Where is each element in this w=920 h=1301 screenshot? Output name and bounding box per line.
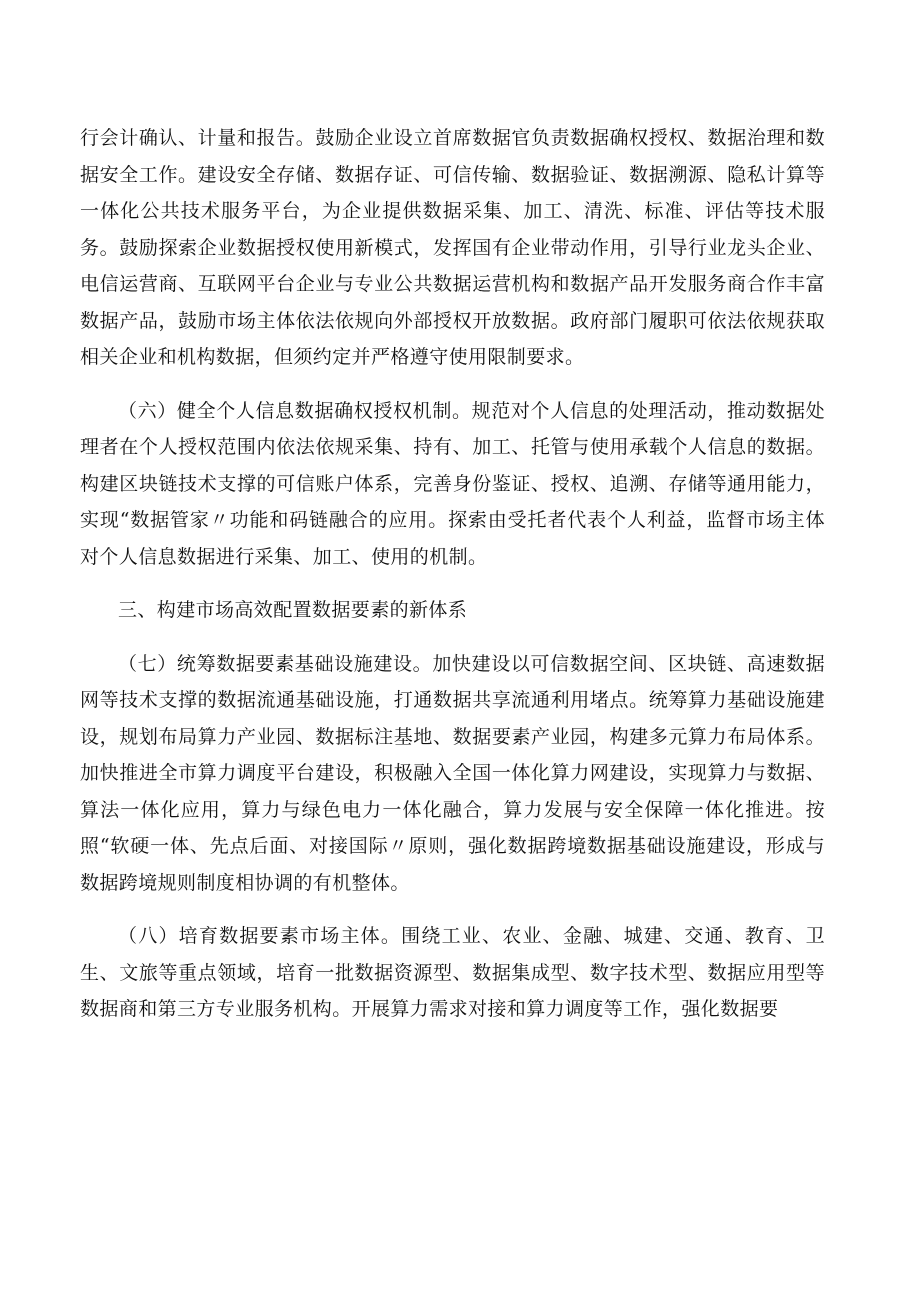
- paragraph-section-7: （七）统筹数据要素基础设施建设。加快建设以可信数据空间、区块链、高速数据网等技术支撑的数据流通基础设施，打通数据共享流通利用堵点。统筹算力基础设施建设，规划布局算力产业园、数据标注基地、数据要素产业园，构建多元算力布局体系。加快推进全市算力调度平台建设，积极融入全国一体化算力网建设，实现算力与数据、算法一体化应用，算力与绿色电力一体化融合，算力发展与安全保障一体化推进。按照“软硬一体、先点后面、对接国际〃原则，强化数据跨境数据基础设施建设，形成与数据跨境规则制度相协调的有机整体。: [80, 652, 825, 894]
- paragraph-continuation: 行会计确认、计量和报告。鼓励企业设立首席数据官负责数据确权授权、数据治理和数据安全工作。建设安全存储、数据存证、可信传输、数据验证、数据溯源、隐私计算等一体化公共技术服务平台，为企业提供数据采集、加工、清洗、标准、评估等技术服务。鼓励探索企业数据授权使用新模式，发挥国有企业带动作用，引导行业龙头企业、电信运营商、互联网平台企业与专业公共数据运营机构和数据产品开发服务商合作丰富数据产品，鼓励市场主体依法依规向外部授权开放数据。政府部门履职可依法依规获取相关企业和机构数据，但须约定并严格遵守使用限制要求。: [80, 127, 825, 368]
- paragraph-section-6: （六）健全个人信息数据确权授权机制。规范对个人信息的处理活动，推动数据处理者在个人授权范围内依法依规采集、持有、加工、托管与使用承载个人信息的数据。构建区块链技术支撑的可信账户体系，完善身份鉴证、授权、追溯、存储等通用能力，实现“数据管家〃功能和码链融合的应用。探索由受托者代表个人利益，监督市场主体对个人信息数据进行采集、加工、使用的机制。: [80, 399, 825, 568]
- paragraph-section-8: （八）培育数据要素市场主体。围绕工业、农业、金融、城建、交通、教育、卫生、文旅等重点领域，培育一批数据资源型、数据集成型、数字技术型、数据应用型等数据商和第三方专业服务机构。开展算力需求对接和算力调度等工作，强化数据要: [80, 925, 825, 1020]
- document-body: [80, 120, 825, 1045]
- section-heading-3: 三、构建市场高效配置数据要素的新体系: [118, 599, 468, 621]
